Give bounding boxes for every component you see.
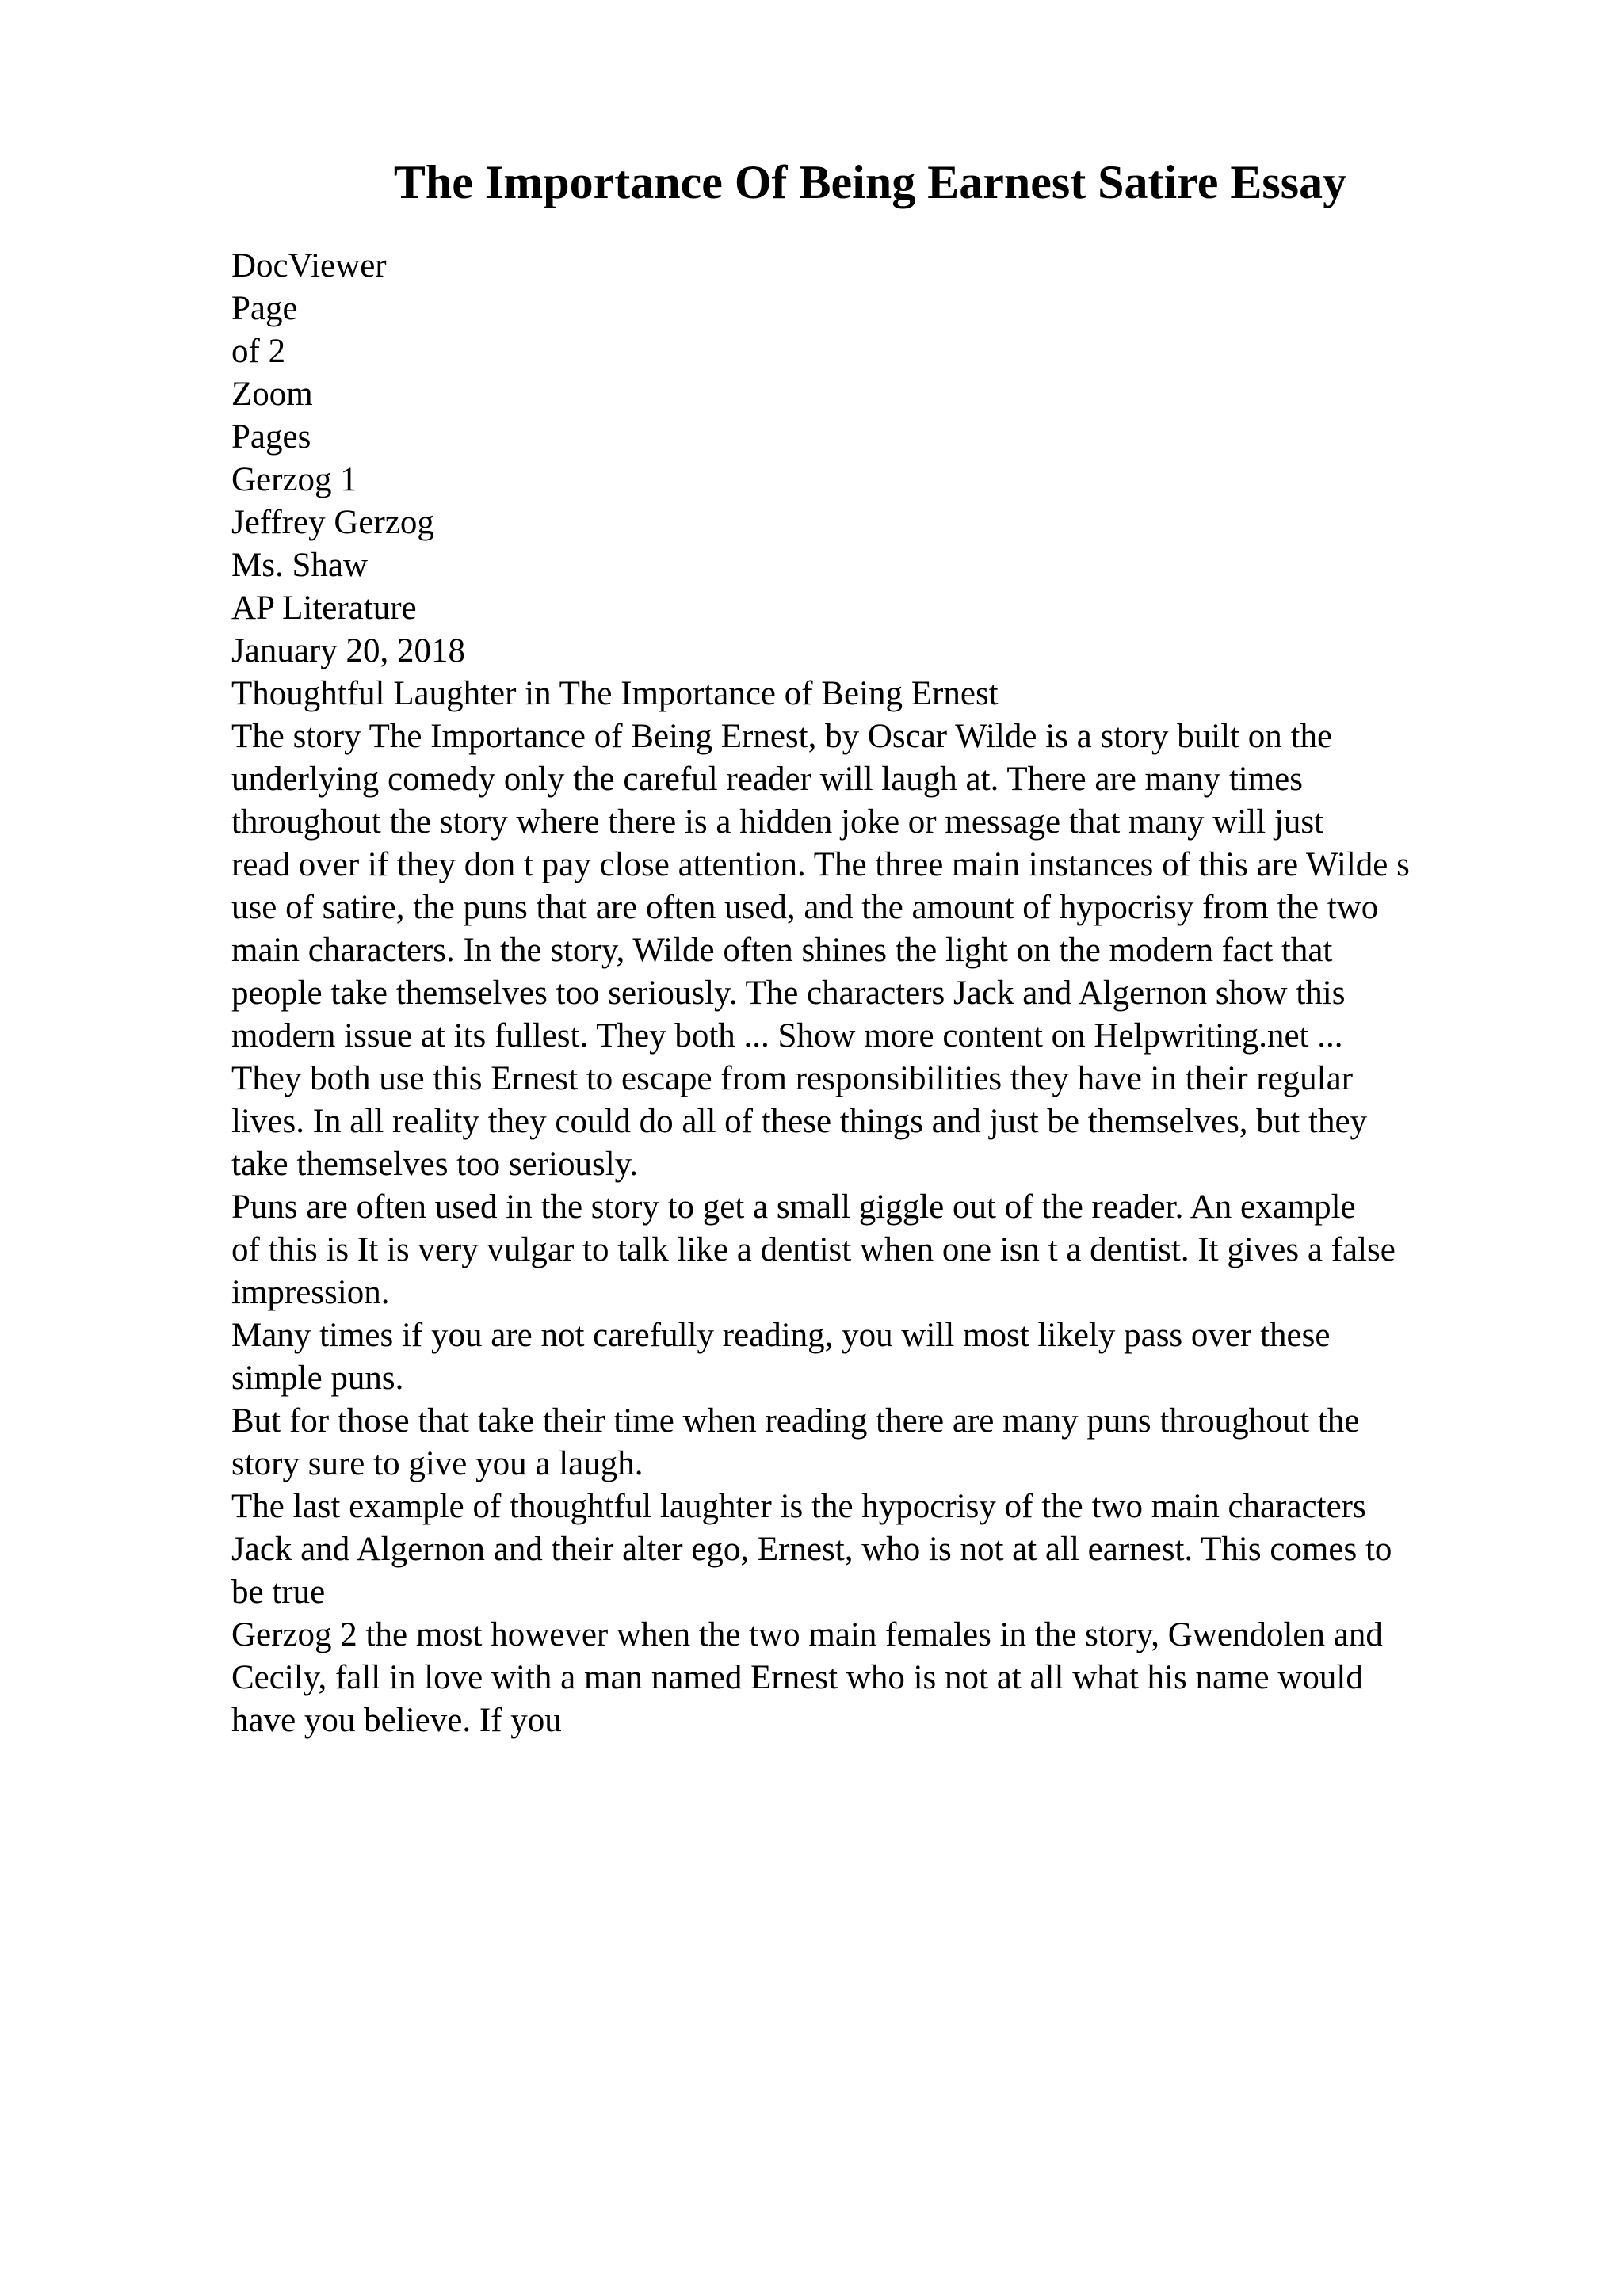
text-line: be true bbox=[231, 1573, 326, 1611]
text-line: of this is It is very vulgar to talk like a dentist when one isn t a dentist. It gives a false bbox=[231, 1231, 1396, 1268]
text-line: story sure to give you a laugh. bbox=[231, 1445, 643, 1482]
document-body bbox=[231, 245, 1610, 1742]
text-line: take themselves too seriously. bbox=[231, 1146, 639, 1183]
text-line: Pages bbox=[231, 418, 311, 456]
text-line: January 20, 2018 bbox=[231, 632, 465, 669]
text-line: AP Literature bbox=[231, 589, 417, 627]
text-line: Cecily, fall in love with a man named Ernest who is not at all what his name would bbox=[231, 1659, 1363, 1696]
text-line: Many times if you are not carefully reading, you will most likely pass over these bbox=[231, 1317, 1331, 1354]
text-line: Jack and Algernon and their alter ego, Ernest, who is not at all earnest. This comes to bbox=[231, 1531, 1392, 1568]
text-line: have you believe. If you bbox=[231, 1702, 562, 1739]
text-line: main characters. In the story, Wilde often shines the light on the modern fact that bbox=[231, 932, 1333, 969]
text-line: lives. In all reality they could do all of these things and just be themselves, but they bbox=[231, 1103, 1368, 1140]
text-line: read over if they don t pay close attention. The three main instances of this are Wilde s bbox=[231, 846, 1410, 883]
text-line: Gerzog 1 bbox=[231, 461, 357, 498]
text-line: The story The Importance of Being Ernest, by Oscar Wilde is a story built on the bbox=[231, 718, 1333, 755]
text-line: impression. bbox=[231, 1274, 390, 1311]
text-line: people take themselves too seriously. The characters Jack and Algernon show this bbox=[231, 974, 1346, 1012]
text-line: But for those that take their time when reading there are many puns throughout the bbox=[231, 1402, 1360, 1440]
text-line: of 2 bbox=[231, 333, 286, 370]
text-line: Ms. Shaw bbox=[231, 547, 369, 584]
text-line: Puns are often used in the story to get a small giggle out of the reader. An example bbox=[231, 1188, 1356, 1226]
text-line: modern issue at its fullest. They both ... Show more content on Helpwriting.net ... bbox=[231, 1017, 1343, 1055]
text-line: Page bbox=[231, 290, 298, 327]
text-line: simple puns. bbox=[231, 1360, 404, 1397]
text-line: DocViewer bbox=[231, 247, 387, 284]
text-line: use of satire, the puns that are often used, and the amount of hypocrisy from the two bbox=[231, 889, 1379, 926]
text-line: throughout the story where there is a hidden joke or message that many will just bbox=[231, 803, 1324, 841]
text-line: Jeffrey Gerzog bbox=[231, 504, 434, 541]
text-line: Thoughtful Laughter in The Importance of Being Ernest bbox=[231, 675, 999, 712]
text-line: They both use this Ernest to escape from responsibilities they have in their regular bbox=[231, 1060, 1354, 1097]
text-line: The last example of thoughtful laughter is the hypocrisy of the two main characters bbox=[231, 1488, 1366, 1525]
text-line: underlying comedy only the careful reader will laugh at. There are many times bbox=[231, 761, 1304, 798]
text-line: Gerzog 2 the most however when the two main females in the story, Gwendolen and bbox=[231, 1616, 1383, 1653]
text-line: Zoom bbox=[231, 376, 313, 413]
document-title: The Importance Of Being Earnest Satire Essay bbox=[393, 156, 1347, 208]
